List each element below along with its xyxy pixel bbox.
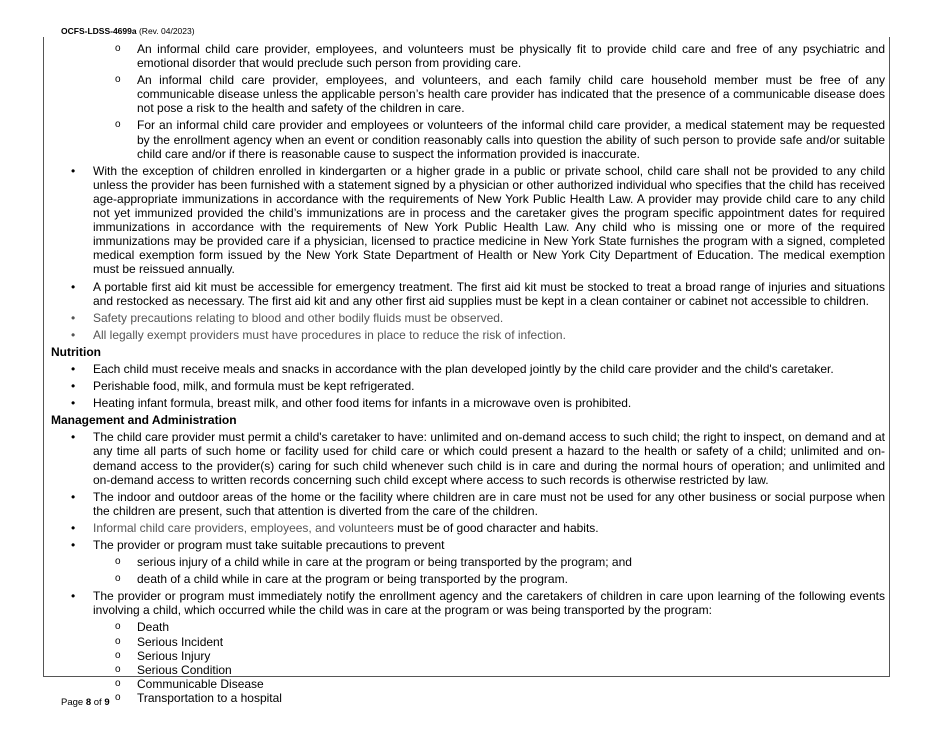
list-item: o Serious Injury [51,649,885,663]
document-body [51,42,885,705]
list-item: • A portable first aid kit must be accessible for emergency treatment. The first aid kit must be stocked to treat a broad range of injuries and situations and restocked as necessary. The first aid kit and any other first aid supplies must be kept in a clean container or cabinet not accessible to children. [51,280,885,308]
list-item: o Serious Incident [51,635,885,649]
list-item: o For an informal child care provider and employees or volunteers of the informal child care provider, a medical statement may be requested by the enrollment agency when an event or condition reasonably calls into question the ability of such person to provide safe and/or suitable child care and/or if there is reasonable cause to suspect the information provided is inaccurate. [51,118,885,160]
list-item: • The child care provider must permit a child's caretaker to have: unlimited and on-demand access to such child; the right to inspect, on demand and at any time all parts of such home or facility used for child care or which could present a hazard to the health or safety of a child; unlimited and on-demand access to the provider(s) caring for such child whenever such child is in care and during the normal hours of operation; and unlimited and on-demand access to written records concerning such child except where access to such records is otherwise restricted by law. [51,430,885,486]
list-item: o An informal child care provider, employees, and volunteers, and each family child care household member must be free of any communicable disease unless the applicable person’s health care provider has indicated that the presence of a communicable disease does not pose a risk to the health and safety of the children in care. [51,73,885,115]
form-code: OCFS-LDSS-4699a [61,26,137,36]
list-item: o Communicable Disease [51,677,885,691]
section-heading-management: Management and Administration [51,413,237,428]
list-item: o death of a child while in care at the program or being transported by the program. [51,572,885,586]
character-suffix: must be of good character and habits. [393,520,599,535]
list-item: • Safety precautions relating to blood and other bodily fluids must be observed. [51,311,885,325]
list-item: • All legally exempt providers must have procedures in place to reduce the risk of infection. [51,328,885,342]
character-prefix: Informal child care providers, employees, and volunteers [93,520,394,535]
list-item: • Heating infant formula, breast milk, and other food items for infants in a microwave oven is prohibited. [51,396,885,410]
list-item: • Perishable food, milk, and formula must be kept refrigerated. [51,379,885,393]
list-item: • The indoor and outdoor areas of the home or the facility where children are in care must not be used for any other business or social purpose when the children are present, such that attention is diverted from the care of the children. [51,490,885,518]
list-item: o An informal child care provider, employees, and volunteers must be physically fit to provide child care and free of any psychiatric and emotional disorder that would preclude such person from providing care. [51,42,885,70]
list-item [51,521,885,535]
section-heading-nutrition: Nutrition [51,344,101,359]
list-item: o Serious Condition [51,663,885,677]
page-number: Page 8 of 9 [61,697,110,708]
list-item: • Each child must receive meals and snacks in accordance with the plan developed jointly by the child care provider and the child's caretaker. [51,362,885,376]
form-revision: (Rev. 04/2023) [138,26,195,36]
list-item: • The provider or program must take suitable precautions to prevent [51,538,885,552]
list-item: o Death [51,620,885,634]
list-item: o serious injury of a child while in care at the program or being transported by the program; and [51,555,885,569]
list-item: • The provider or program must immediately notify the enrollment agency and the caretakers of children in care upon learning of the following events involving a child, which occurred while the child was in care at the program or was being transported by the program: [51,589,885,617]
list-item: • With the exception of children enrolled in kindergarten or a higher grade in a public or private school, child care shall not be provided to any child unless the provider has been furnished with a statement signed by a physician or other authorized individual who specifies that the child has received age-appropriate immunizations in accordance with the requirements of New York Public Health Law. A provider may provide child care to any child not yet immunized provided the child’s immunizations are in process and the caretaker gives the program specific appointment dates for required immunizations in accordance with the requirements of New York Public Health Law. Any child who is missing one or more of the required immunizations may be provided care if a physician, licensed to practice medicine in New York State furnishes the program with a signed, completed medical exemption form issued by the New York State Department of Health or New York City Department of Education. The medical exemption must be reissued annually. [51,164,885,277]
list-item: o Transportation to a hospital [51,691,885,705]
form-identifier [61,26,195,36]
